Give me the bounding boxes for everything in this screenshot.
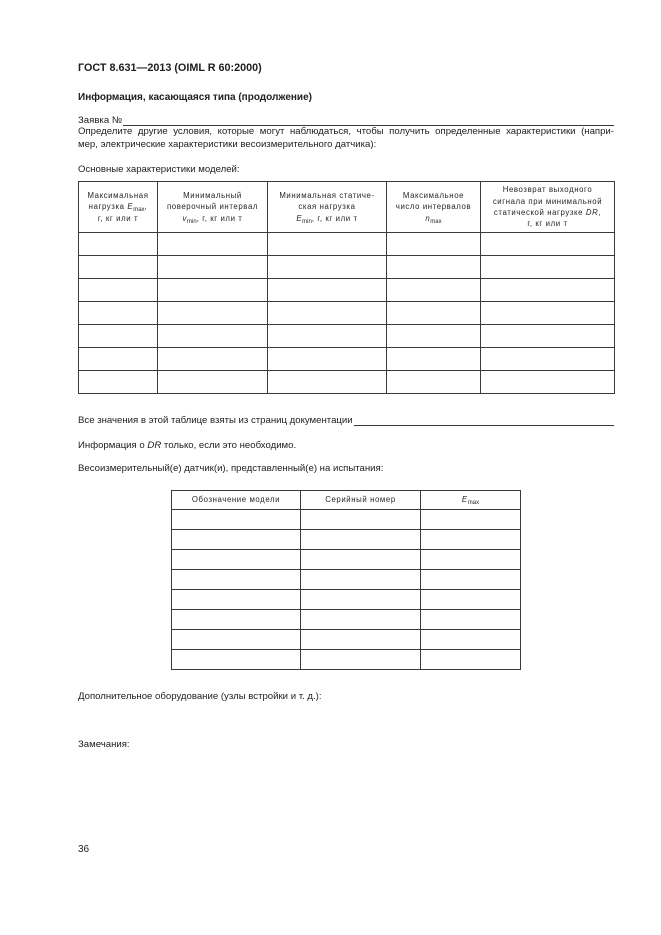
- table-cell: [79, 302, 158, 325]
- table-cell: [301, 510, 421, 530]
- table-cell: [301, 570, 421, 590]
- table-cell: [481, 256, 615, 279]
- header-dr-return: Невозврат выходного сигнала при минимальной статической нагрузке DR, г, кг или т: [481, 182, 615, 233]
- page-number: 36: [78, 844, 90, 855]
- table-cell: [158, 348, 268, 371]
- header-serial-number: Серийный номер: [301, 491, 421, 510]
- remarks-label: Замечания:: [78, 739, 130, 750]
- table-cell: [158, 325, 268, 348]
- table-cell: [481, 279, 615, 302]
- table-cell: [481, 302, 615, 325]
- table-cell: [387, 348, 481, 371]
- table-cell: [421, 510, 521, 530]
- table-cell: [158, 302, 268, 325]
- table-cell: [79, 325, 158, 348]
- table-row: [172, 590, 521, 610]
- table-row: [172, 570, 521, 590]
- table-row: [79, 233, 615, 256]
- table-cell: [421, 630, 521, 650]
- table-cell: [301, 650, 421, 670]
- table-cell: [268, 325, 387, 348]
- table-row: [79, 279, 615, 302]
- models-label: Основные характеристики моделей:: [78, 164, 240, 175]
- table-cell: [79, 279, 158, 302]
- additional-equipment-label: Дополнительное оборудование (узлы встройки и т. д.):: [78, 691, 322, 702]
- table-cell: [301, 550, 421, 570]
- models-table: [78, 181, 615, 394]
- application-number-line: [123, 115, 614, 126]
- standard-header: ГОСТ 8.631—2013 (OIML R 60:2000): [78, 62, 262, 74]
- header-min-static-load: Минимальная статиче- ская нагрузка $E_{min}$, г, кг или т: [268, 182, 387, 233]
- table-cell: [387, 302, 481, 325]
- application-label: Заявка №: [78, 115, 123, 126]
- table-cell: [268, 279, 387, 302]
- table-cell: [481, 371, 615, 394]
- table-cell: [172, 510, 301, 530]
- table-row: [172, 510, 521, 530]
- conditions-text-line2: мер, электрические характеристики весоизмерительного датчика):: [78, 139, 377, 150]
- table-cell: [421, 570, 521, 590]
- table-cell: [387, 279, 481, 302]
- table-cell: [301, 610, 421, 630]
- table-cell: [481, 348, 615, 371]
- table-cell: [481, 233, 615, 256]
- table-row: [79, 348, 615, 371]
- table-cell: [387, 325, 481, 348]
- table-cell: [172, 530, 301, 550]
- header-max-intervals: Максимальное число интервалов $n_{max}$: [387, 182, 481, 233]
- table-row: [79, 371, 615, 394]
- table-cell: [421, 550, 521, 570]
- models-header-row: [79, 182, 615, 233]
- table-cell: [172, 570, 301, 590]
- header-model-designation: Обозначение модели: [172, 491, 301, 510]
- table-cell: [268, 256, 387, 279]
- table-cell: [158, 233, 268, 256]
- table-cell: [387, 371, 481, 394]
- table-cell: [158, 279, 268, 302]
- table-cell: [421, 610, 521, 630]
- table-cell: [421, 650, 521, 670]
- table-cell: [172, 650, 301, 670]
- table-cell: [301, 530, 421, 550]
- load-cells-header-row: [172, 491, 521, 510]
- documentation-note-field: [78, 415, 614, 427]
- dr-note: Информация о DR только, если это необходимо.: [78, 440, 297, 451]
- load-cells-label: Весоизмерительный(е) датчик(и), представленный(е) на испытания:: [78, 463, 384, 474]
- table-cell: [481, 325, 615, 348]
- table-cell: [172, 610, 301, 630]
- table-cell: [79, 348, 158, 371]
- table-cell: [79, 256, 158, 279]
- table-cell: [79, 233, 158, 256]
- table-cell: [268, 348, 387, 371]
- table-row: [79, 256, 615, 279]
- table-cell: [158, 371, 268, 394]
- table-cell: [421, 590, 521, 610]
- table-cell: [387, 233, 481, 256]
- table-cell: [172, 630, 301, 650]
- table-row: [172, 550, 521, 570]
- table-cell: [79, 371, 158, 394]
- conditions-text-line1: Определите другие условия, которые могут наблюдаться, чтобы получить определенные характеристики (напри-: [78, 126, 614, 137]
- documentation-note: Все значения в этой таблице взяты из страниц документации: [78, 415, 353, 426]
- header-max-load: Максимальная нагрузка $E_{max}$, г, кг или т: [79, 182, 158, 233]
- table-cell: [172, 590, 301, 610]
- table-row: [172, 650, 521, 670]
- table-cell: [268, 302, 387, 325]
- table-row: [79, 302, 615, 325]
- table-cell: [301, 630, 421, 650]
- table-row: [172, 610, 521, 630]
- documentation-pages-line: [354, 415, 614, 426]
- header-min-verification-interval: Минимальный поверочный интервал $v_{min}$, г, кг или т: [158, 182, 268, 233]
- table-row: [172, 530, 521, 550]
- header-emax: $E_{max}$: [421, 491, 521, 510]
- table-cell: [421, 530, 521, 550]
- table-cell: [387, 256, 481, 279]
- load-cells-table: [171, 490, 521, 670]
- table-row: [172, 630, 521, 650]
- table-row: [79, 325, 615, 348]
- table-cell: [268, 371, 387, 394]
- table-cell: [301, 590, 421, 610]
- table-cell: [268, 233, 387, 256]
- section-title: Информация, касающаяся типа (продолжение): [78, 92, 312, 103]
- table-cell: [158, 256, 268, 279]
- table-cell: [172, 550, 301, 570]
